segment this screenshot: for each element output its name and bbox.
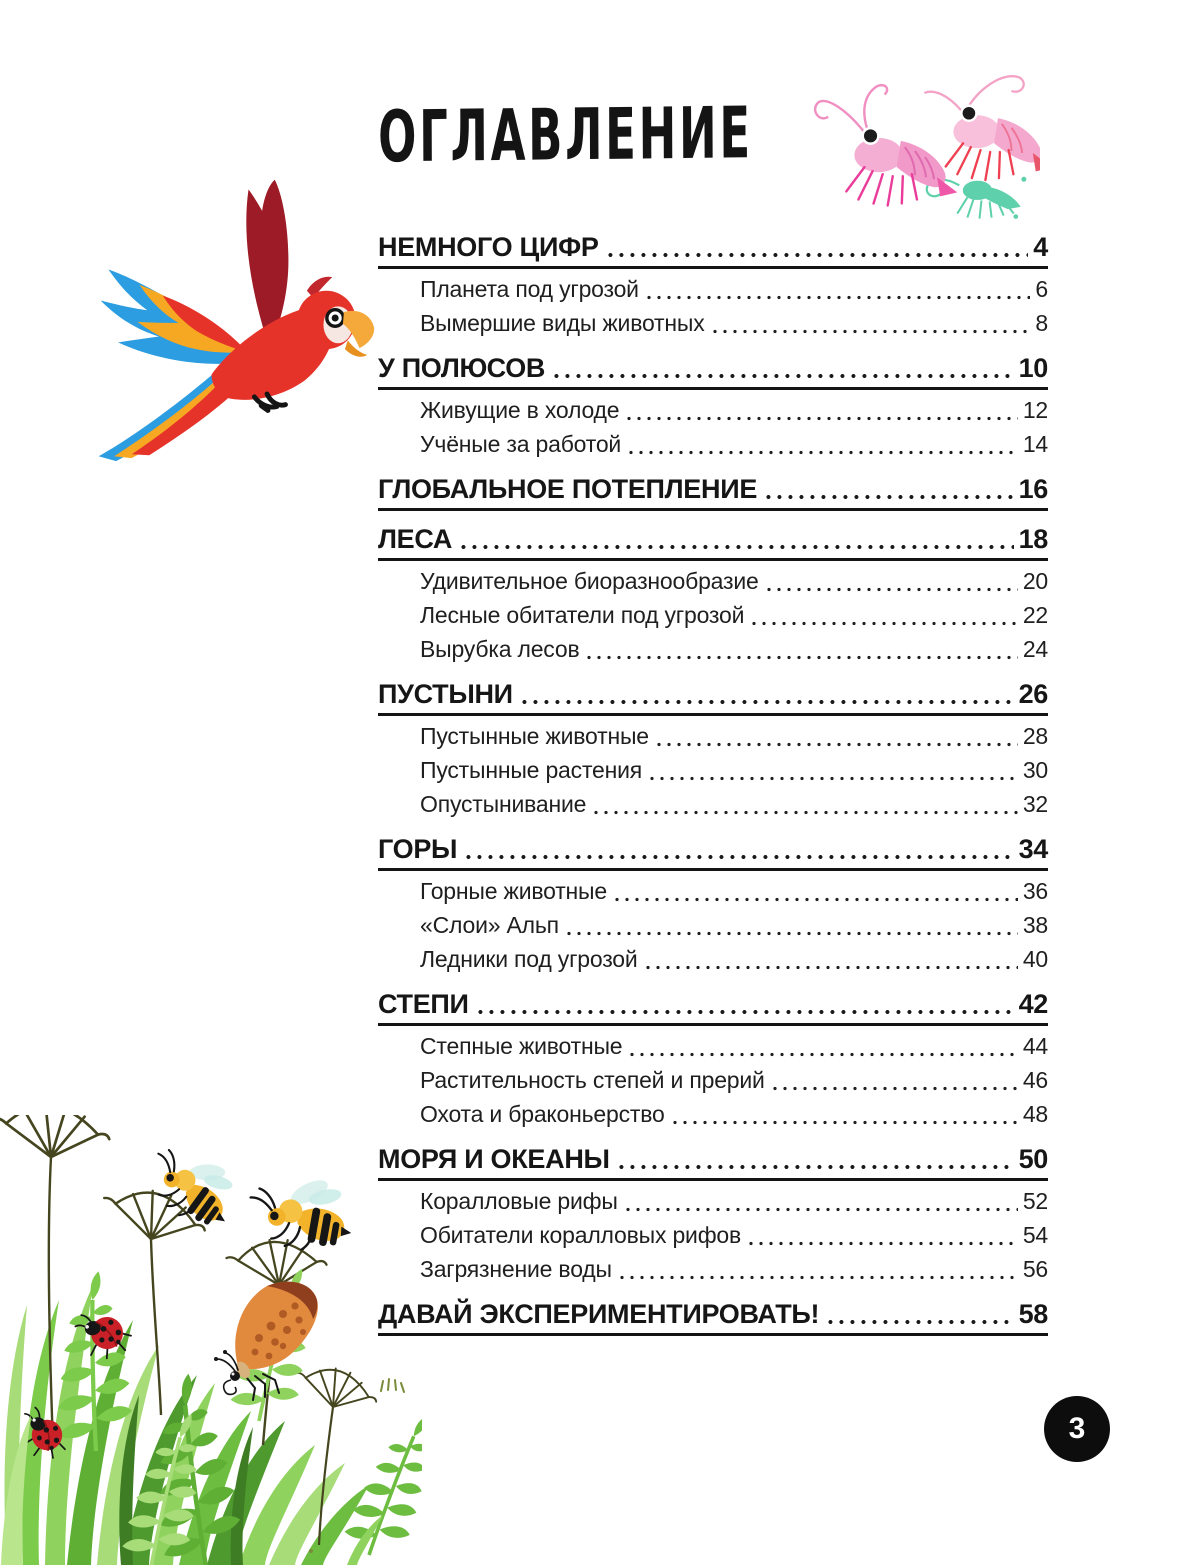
butterfly-icon [214, 1282, 318, 1400]
toc-entry-row [378, 306, 1048, 340]
toc-entry-label: Вымершие виды животных [420, 310, 705, 336]
toc-entry-label: Загрязнение воды [420, 1256, 612, 1282]
table-of-contents [378, 232, 1048, 1336]
toc-section [378, 1144, 1048, 1286]
toc-heading-row [378, 524, 1048, 555]
toc-entry-row [378, 393, 1048, 427]
dot-leader [478, 1009, 1014, 1015]
bee-icon [140, 1140, 245, 1233]
toc-section [378, 524, 1048, 666]
toc-section [378, 353, 1048, 461]
toc-entry-label: «Слои» Альп [420, 912, 559, 938]
toc-heading-label: ГЛОБАЛЬНОЕ ПОТЕПЛЕНИЕ [378, 474, 758, 504]
toc-heading-page: 26 [1018, 679, 1048, 709]
toc-heading-label: ЛЕСА [378, 524, 453, 554]
toc-entry-row [378, 719, 1048, 753]
toc-entry-row [378, 942, 1048, 976]
ladybug-icon [16, 1406, 73, 1463]
toc-heading-page: 50 [1018, 1144, 1048, 1174]
toc-heading-page: 10 [1018, 353, 1048, 383]
page-number: 3 [1068, 1412, 1086, 1445]
dot-leader [766, 494, 1014, 500]
toc-entry-label: Обитатели коралловых рифов [420, 1222, 742, 1248]
toc-entry-row [378, 1218, 1048, 1252]
toc-entry-label: Горные животные [420, 878, 607, 904]
dot-leader [713, 329, 1031, 334]
toc-section [378, 989, 1048, 1131]
toc-heading-page: 16 [1018, 474, 1048, 504]
toc-heading-row [378, 353, 1048, 384]
dot-leader [646, 965, 1018, 970]
toc-entry-row [378, 753, 1048, 787]
toc-entry-page: 28 [1022, 723, 1048, 749]
toc-entry-row [378, 1097, 1048, 1131]
toc-entry-page: 6 [1035, 276, 1048, 302]
dot-leader [773, 1086, 1018, 1091]
toc-entry-page: 54 [1022, 1222, 1048, 1248]
toc-entry-page: 40 [1022, 946, 1048, 972]
dot-leader [630, 1052, 1017, 1057]
dot-leader [522, 699, 1014, 705]
toc-entry-page: 44 [1022, 1033, 1048, 1059]
toc-entry-page: 32 [1022, 791, 1048, 817]
toc-entry-label: Пустынные животные [420, 723, 649, 749]
toc-entry-page: 24 [1022, 636, 1048, 662]
toc-entry-label: Ледники под угрозой [420, 946, 638, 972]
toc-heading-label: ДАВАЙ ЭКСПЕРИМЕНТИРОВАТЬ! [378, 1299, 820, 1329]
toc-subentries [378, 1181, 1048, 1286]
dot-leader [594, 810, 1018, 815]
toc-section [378, 232, 1048, 340]
dot-leader [615, 897, 1018, 902]
toc-heading-page: 4 [1033, 232, 1048, 262]
dot-leader [657, 742, 1018, 747]
toc-entry-label: Лесные обитатели под угрозой [420, 602, 745, 628]
dot-leader [673, 1120, 1018, 1125]
dot-leader [619, 1164, 1014, 1170]
toc-entry-page: 12 [1022, 397, 1048, 423]
toc-heading-row [378, 989, 1048, 1020]
toc-entry-page: 8 [1035, 310, 1048, 336]
dot-leader [627, 416, 1017, 421]
toc-heading-label: МОРЯ И ОКЕАНЫ [378, 1144, 610, 1174]
toc-entry-page: 56 [1022, 1256, 1048, 1282]
dot-leader [767, 587, 1018, 592]
toc-entry-label: Учёные за работой [420, 431, 622, 457]
toc-heading-label: ГОРЫ [378, 834, 458, 864]
toc-heading-row [378, 679, 1048, 710]
toc-entry-row [378, 1184, 1048, 1218]
toc-heading-row [378, 474, 1048, 505]
toc-entry-row [378, 1063, 1048, 1097]
toc-entry-row [378, 787, 1048, 821]
toc-subentries [378, 269, 1048, 340]
toc-entry-label: Степные животные [420, 1033, 623, 1059]
toc-subentries [378, 1026, 1048, 1131]
toc-entry-label: Пустынные растения [420, 757, 643, 783]
dot-leader [650, 776, 1018, 781]
toc-heading-row [378, 232, 1048, 263]
parrot-illustration [70, 172, 392, 464]
dot-leader [620, 1275, 1018, 1280]
dot-leader [629, 450, 1018, 455]
toc-entry-label: Планета под угрозой [420, 276, 639, 302]
toc-heading-page: 42 [1018, 989, 1048, 1019]
dot-leader [608, 252, 1029, 258]
toc-entry-page: 20 [1022, 568, 1048, 594]
page-title: ОГЛАВЛЕНИЕ [378, 91, 753, 179]
dot-leader [461, 544, 1013, 550]
toc-subentries [378, 390, 1048, 461]
page-number-badge [1044, 1396, 1110, 1462]
krill-illustration [808, 74, 1040, 226]
ladybug-icon [73, 1302, 136, 1364]
toc-entry-row [378, 272, 1048, 306]
toc-entry-row [378, 564, 1048, 598]
toc-entry-page: 14 [1022, 431, 1048, 457]
toc-entry-row [378, 874, 1048, 908]
meadow-illustration [0, 1115, 422, 1565]
toc-heading-label: У ПОЛЮСОВ [378, 353, 546, 383]
toc-entry-row [378, 1029, 1048, 1063]
toc-entry-label: Опустынивание [420, 791, 587, 817]
toc-heading-page: 58 [1018, 1299, 1048, 1329]
toc-entry-row [378, 427, 1048, 461]
dot-leader [749, 1241, 1018, 1246]
bee-icon [249, 1174, 352, 1254]
toc-entry-row [378, 1252, 1048, 1286]
dot-leader [647, 295, 1031, 300]
toc-heading-row [378, 1299, 1048, 1330]
dot-leader [626, 1207, 1018, 1212]
dot-leader [587, 655, 1017, 660]
toc-section [378, 474, 1048, 511]
dot-leader [828, 1319, 1013, 1325]
toc-subentries [378, 871, 1048, 976]
toc-entry-row [378, 598, 1048, 632]
heading-underline [378, 1333, 1048, 1336]
toc-heading-label: НЕМНОГО ЦИФР [378, 232, 599, 262]
toc-entry-page: 48 [1022, 1101, 1048, 1127]
toc-heading-page: 34 [1018, 834, 1048, 864]
toc-entry-label: Охота и браконьерство [420, 1101, 665, 1127]
toc-entry-label: Коралловые рифы [420, 1188, 618, 1214]
dot-leader [752, 621, 1018, 626]
toc-entry-page: 46 [1022, 1067, 1048, 1093]
toc-section [378, 1299, 1048, 1336]
toc-entry-page: 38 [1022, 912, 1048, 938]
toc-entry-page: 36 [1022, 878, 1048, 904]
heading-underline [378, 508, 1048, 511]
toc-entry-page: 52 [1022, 1188, 1048, 1214]
toc-heading-row [378, 834, 1048, 865]
toc-entry-row [378, 908, 1048, 942]
toc-section [378, 834, 1048, 976]
toc-entry-page: 22 [1022, 602, 1048, 628]
toc-subentries [378, 561, 1048, 666]
toc-entry-label: Вырубка лесов [420, 636, 580, 662]
toc-entry-row [378, 632, 1048, 666]
toc-heading-label: СТЕПИ [378, 989, 469, 1019]
toc-section [378, 679, 1048, 821]
toc-heading-row [378, 1144, 1048, 1175]
toc-entry-page: 30 [1022, 757, 1048, 783]
toc-entry-label: Удивительное биоразнообразие [420, 568, 759, 594]
toc-entry-label: Живущие в холоде [420, 397, 620, 423]
dot-leader [466, 854, 1013, 860]
dot-leader [567, 931, 1018, 936]
toc-heading-page: 18 [1018, 524, 1048, 554]
toc-heading-label: ПУСТЫНИ [378, 679, 513, 709]
toc-subentries [378, 716, 1048, 821]
toc-entry-label: Растительность степей и прерий [420, 1067, 765, 1093]
dot-leader [554, 373, 1013, 379]
